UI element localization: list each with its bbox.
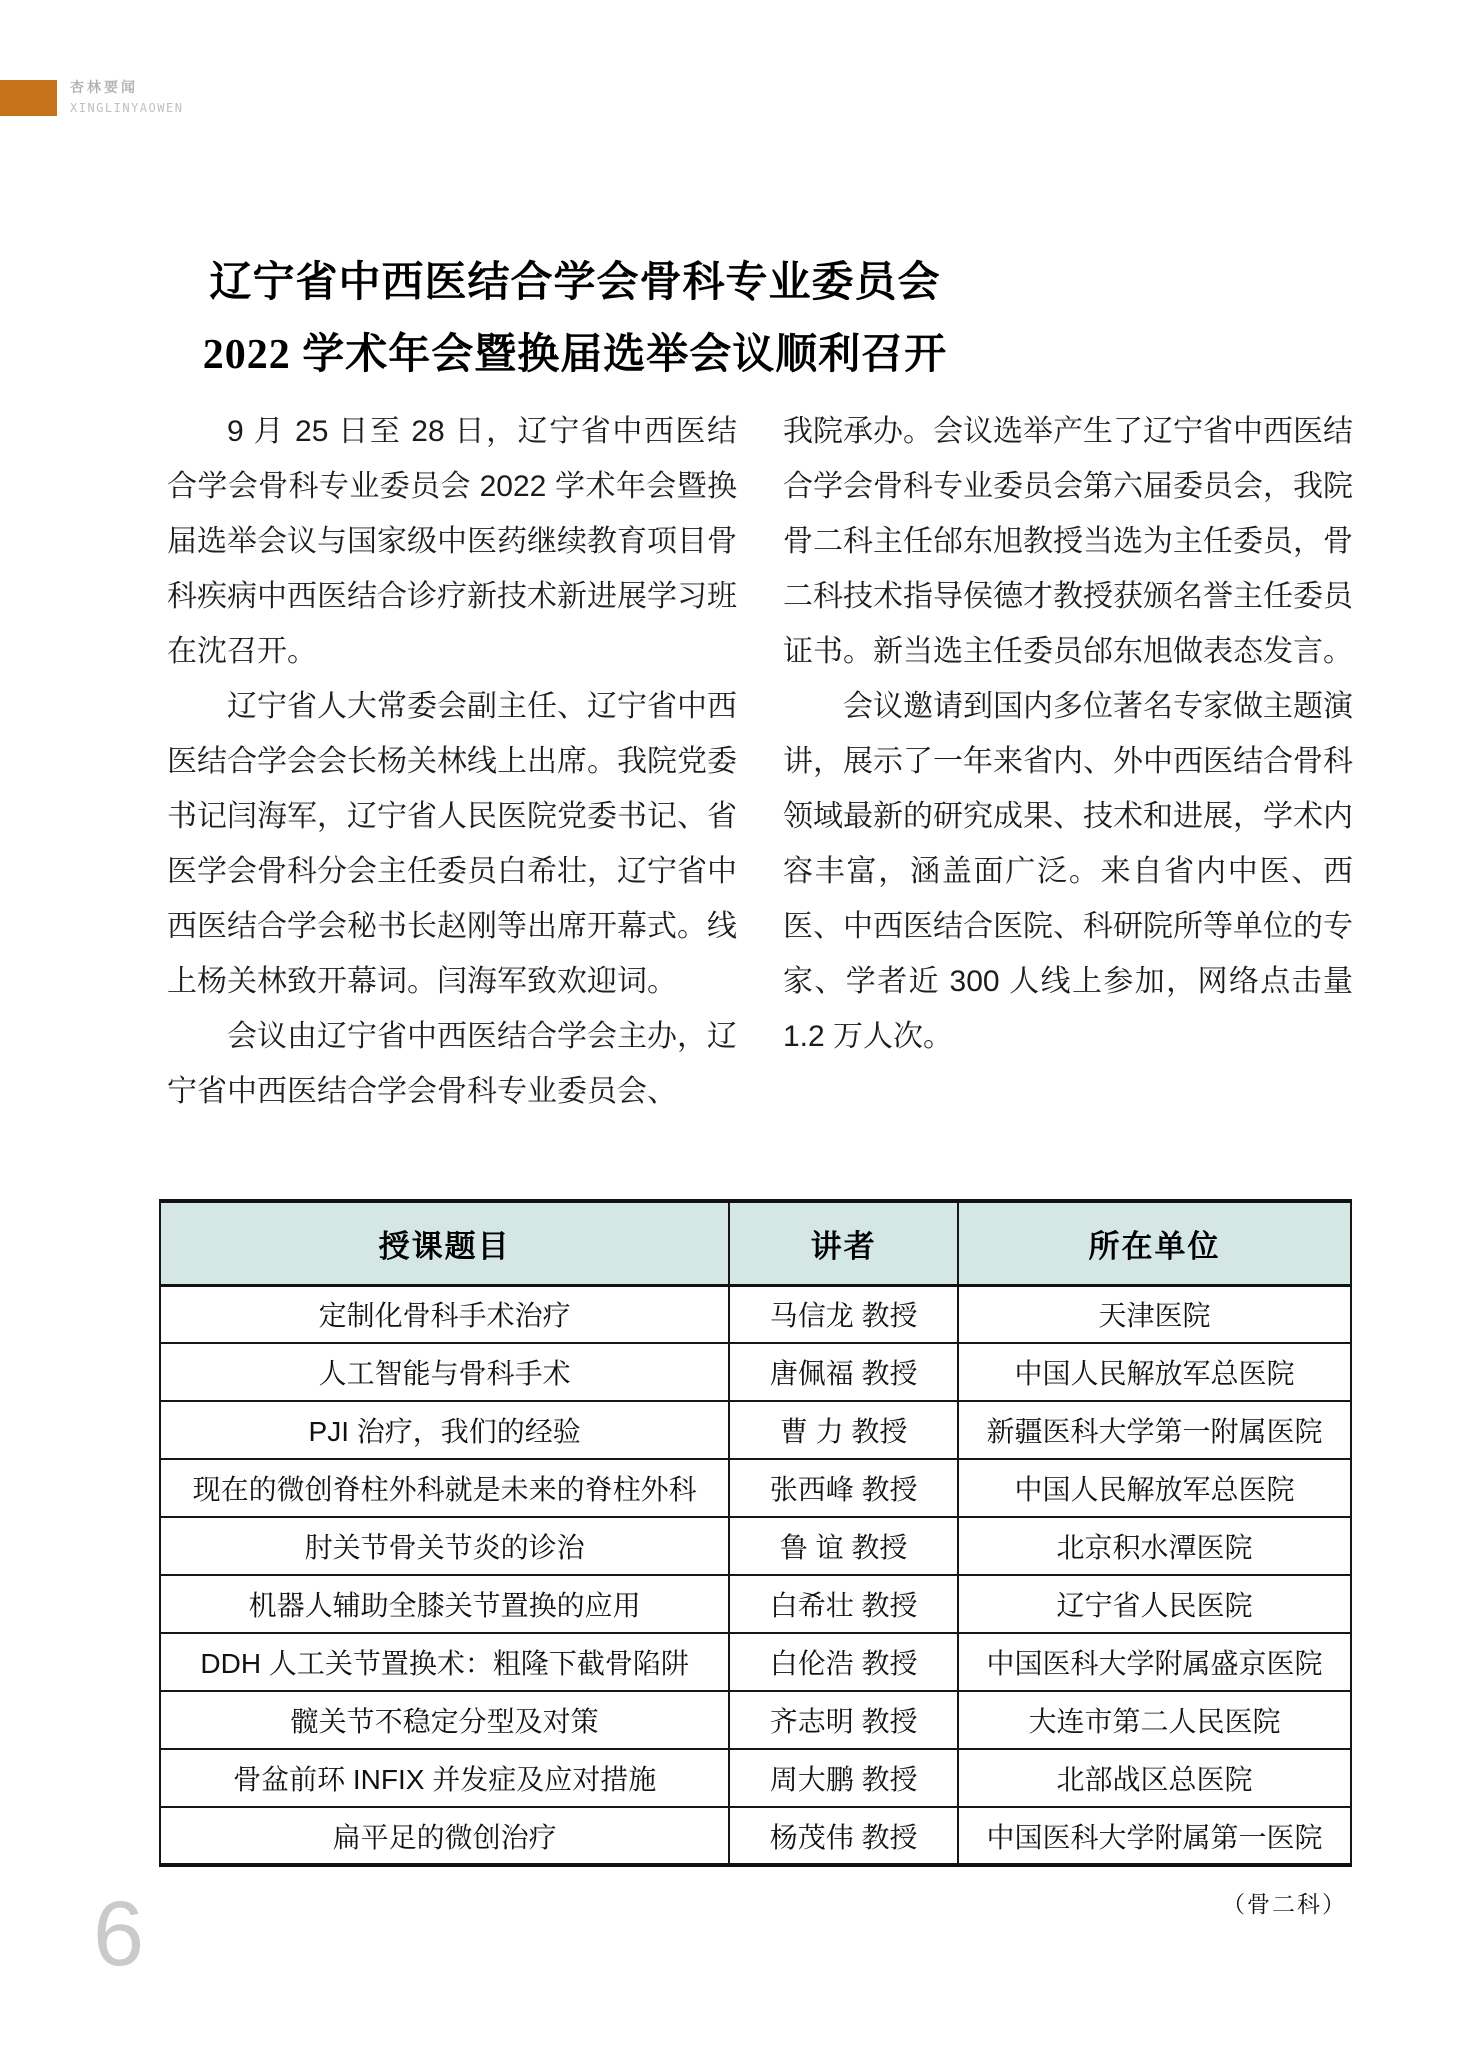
speaker-cell: 白伦浩 教授 — [729, 1633, 958, 1691]
paragraph: 9 月 25 日至 28 日，辽宁省中西医结合学会骨科专业委员会 2022 学术年会暨换届选举会议与国家级中医药继续教育项目骨科疾病中西医结合诊疗新技术新进展学习班在沈召开。 — [167, 415, 737, 668]
section-label-en: XINGLINYAOWEN — [70, 101, 184, 115]
table-row — [160, 1691, 1351, 1749]
table-row — [160, 1401, 1351, 1459]
speaker-cell: 杨茂伟 教授 — [729, 1807, 958, 1865]
paragraph: 会议由辽宁省中西医结合学会主办，辽宁省中西医结合学会骨科专业委员会、 — [167, 1020, 737, 1108]
course-title-cell: 人工智能与骨科手术 — [160, 1343, 729, 1401]
section-badge — [70, 77, 183, 115]
paragraph: 会议邀请到国内多位著名专家做主题演讲，展示了一年来省内、外中西医结合骨科领域最新的研究成果、技术和进展，学术内容丰富，涵盖面广泛。来自省内中医、西医、中西医结合医院、科研院所等单位的专家、学者近 300 人线上参加，网络点击量 1.2 万人次。 — [783, 690, 1353, 1053]
paragraph: 辽宁省人大常委会副主任、辽宁省中西医结合学会会长杨关林线上出席。我院党委书记闫海军，辽宁省人民医院党委书记、省医学会骨科分会主任委员白希壮，辽宁省中西医结合学会秘书长赵刚等出席开幕式。线上杨关林致开幕词。闫海军致欢迎词。 — [167, 690, 737, 998]
header-speaker: 讲者 — [729, 1201, 958, 1285]
header-institution: 所在单位 — [958, 1201, 1351, 1285]
speaker-cell: 曹 力 教授 — [729, 1401, 958, 1459]
table-row — [160, 1517, 1351, 1575]
article-body — [167, 404, 1353, 1119]
article-right-column — [783, 404, 1353, 1119]
course-title-cell: 髋关节不稳定分型及对策 — [160, 1691, 729, 1749]
article-title — [0, 247, 1150, 391]
header-course-title: 授课题目 — [160, 1201, 729, 1285]
lecture-table — [159, 1199, 1352, 1867]
speaker-cell: 张西峰 教授 — [729, 1459, 958, 1517]
institution-cell: 北部战区总医院 — [958, 1749, 1351, 1807]
table-row — [160, 1575, 1351, 1633]
institution-cell: 辽宁省人民医院 — [958, 1575, 1351, 1633]
institution-cell: 北京积水潭医院 — [958, 1517, 1351, 1575]
course-title-cell: PJI 治疗，我们的经验 — [160, 1401, 729, 1459]
course-title-cell: 扁平足的微创治疗 — [160, 1807, 729, 1865]
table-row — [160, 1343, 1351, 1401]
speaker-cell: 马信龙 教授 — [729, 1285, 958, 1343]
course-title-cell: 肘关节骨关节炎的诊治 — [160, 1517, 729, 1575]
speaker-cell: 白希壮 教授 — [729, 1575, 958, 1633]
institution-cell: 天津医院 — [958, 1285, 1351, 1343]
article-byline: （骨二科） — [1222, 1892, 1347, 1917]
speaker-cell: 鲁 谊 教授 — [729, 1517, 958, 1575]
institution-cell: 大连市第二人民医院 — [958, 1691, 1351, 1749]
course-title-cell: 骨盆前环 INFIX 并发症及应对措施 — [160, 1749, 729, 1807]
paragraph-continuation: 我院承办。会议选举产生了辽宁省中西医结合学会骨科专业委员会第六届委员会，我院骨二科主任邰东旭教授当选为主任委员，骨二科技术指导侯德才教授获颁名誉主任委员证书。新当选主任委员邰东旭做表态发言。 — [783, 415, 1353, 668]
institution-cell: 中国医科大学附属第一医院 — [958, 1807, 1351, 1865]
section-label-cn: 杏林要闻 — [70, 79, 138, 95]
institution-cell: 中国医科大学附属盛京医院 — [958, 1633, 1351, 1691]
course-title-cell: DDH 人工关节置换术：粗隆下截骨陷阱 — [160, 1633, 729, 1691]
table-row — [160, 1285, 1351, 1343]
speaker-cell: 周大鹏 教授 — [729, 1749, 958, 1807]
institution-cell: 中国人民解放军总医院 — [958, 1343, 1351, 1401]
page-number: 6 — [93, 1883, 145, 1985]
speaker-cell: 唐佩福 教授 — [729, 1343, 958, 1401]
article-title-line2: 2022 学术年会暨换届选举会议顺利召开 — [202, 332, 948, 378]
table-row — [160, 1459, 1351, 1517]
section-accent-rect — [0, 80, 57, 116]
course-title-cell: 现在的微创脊柱外科就是未来的脊柱外科 — [160, 1459, 729, 1517]
article-left-column — [167, 404, 737, 1119]
speaker-cell: 齐志明 教授 — [729, 1691, 958, 1749]
table-row — [160, 1749, 1351, 1807]
course-title-cell: 定制化骨科手术治疗 — [160, 1285, 729, 1343]
institution-cell: 新疆医科大学第一附属医院 — [958, 1401, 1351, 1459]
table-header-row — [160, 1201, 1351, 1285]
table-row — [160, 1807, 1351, 1865]
article-title-line1: 辽宁省中西医结合学会骨科专业委员会 — [209, 260, 941, 306]
table-row — [160, 1633, 1351, 1691]
institution-cell: 中国人民解放军总医院 — [958, 1459, 1351, 1517]
course-title-cell: 机器人辅助全膝关节置换的应用 — [160, 1575, 729, 1633]
